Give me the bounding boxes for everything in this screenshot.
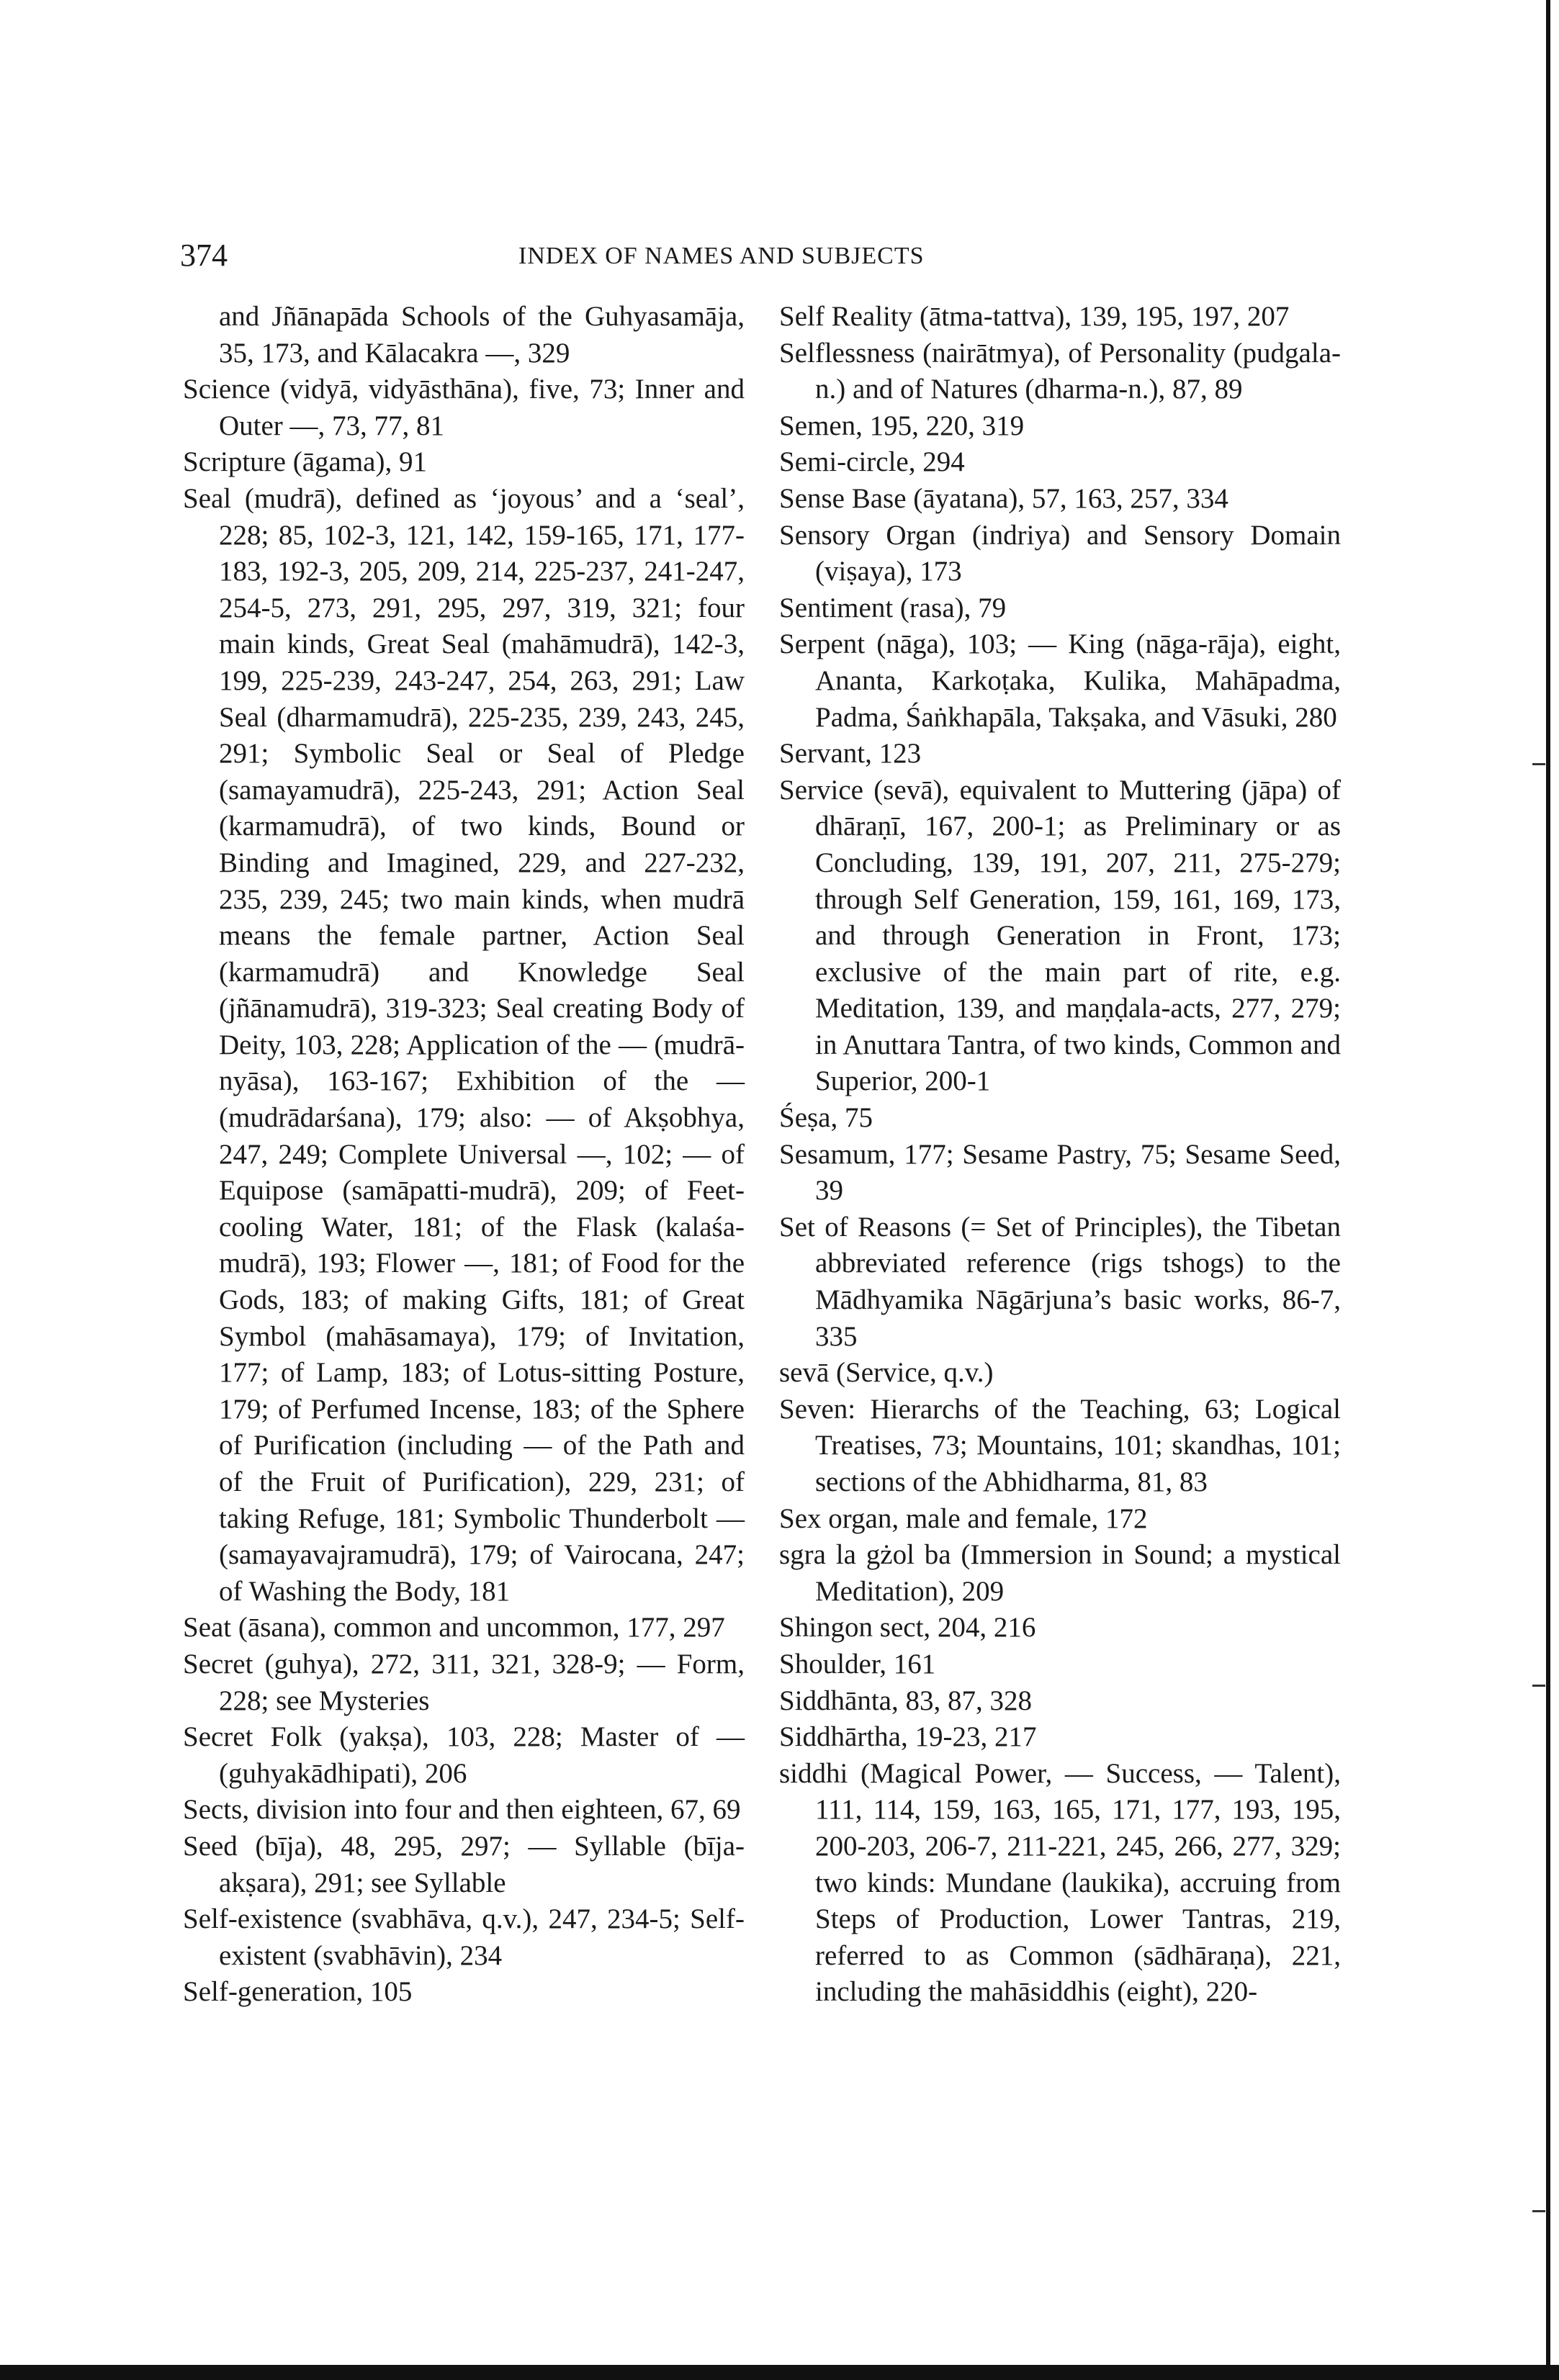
index-entry: Siddhārtha, 19-23, 217 bbox=[779, 1721, 1037, 1753]
scan-edge-tick bbox=[1532, 763, 1545, 765]
running-head: INDEX OF NAMES AND SUBJECTS bbox=[518, 243, 925, 269]
index-entry: Seed (bīja), 48, 295, 297; — Syllable (bīja-akṣara), 291; see Syllable bbox=[183, 1830, 745, 1898]
index-entry: Shoulder, 161 bbox=[779, 1648, 936, 1680]
index-entry: Sects, division into four and then eighteen, 67, 69 bbox=[183, 1794, 741, 1826]
index-entry: Service (sevā), equivalent to Muttering (jāpa) of dhāraṇī, 167, 200-1; as Preliminary or as Concluding, 139, 191, 207, 211, 275-279; through Self Generation, 159, 161, 169, 173, and through Generation in Front, 173; exclusive of the main part of rite, e.g. Meditation, 139, and maṇḍala-acts, 277, 279; in Anuttara Tantra, of two kinds, Common and Superior, 200-1 bbox=[779, 774, 1341, 1097]
index-entry: sevā (Service, q.v.) bbox=[779, 1357, 994, 1389]
index-entry: Sense Base (āyatana), 57, 163, 257, 334 bbox=[779, 482, 1228, 514]
index-entry: Scripture (āgama), 91 bbox=[183, 446, 427, 478]
index-column-right bbox=[779, 299, 1341, 2011]
scan-edge-tick bbox=[1532, 1685, 1545, 1687]
index-entry: Semi-circle, 294 bbox=[779, 446, 965, 478]
index-entry: Set of Reasons (= Set of Principles), the Tibetan abbreviated reference (rigs tshogs) to the Mādhyamika Nāgārjuna’s basic works, 86-7, 335 bbox=[779, 1211, 1341, 1352]
index-entry: Seal (mudrā), defined as ‘joyous’ and a ‘seal’, 228; 85, 102-3, 121, 142, 159-165, 171, 177-183, 192-3, 205, 209, 214, 225-237, 241-247, 254-5, 273, 291, 295, 297, 319, 321; four main kinds, Great Seal (mahāmudrā), 142-3, 199, 225-239, 243-247, 254, 263, 291; Law Seal (dharmamudrā), 225-235, 239, 243, 245, 291; Symbolic Seal or Seal of Pledge (samayamudrā), 225-243, 291; Action Seal (karmamudrā), of two kinds, Bound or Binding and Imagined, 229, and 227-232, 235, 239, 245; two main kinds, when mudrā means the female partner, Action Seal (karmamudrā) and Knowledge Seal (jñānamudrā), 319-323; Seal creating Body of Deity, 103, 228; Application of the — (mudrā-nyāsa), 163-167; Exhibition of the — (mudrādarśana), 179; also: — of Akṣobhya, 247, 249; Complete Universal —, 102; — of Equipose (samāpatti-mudrā), 209; of Feet-cooling Water, 181; of the Flask (kalaśa-mudrā), 193; Flower —, 181; of Food for the Gods, 183; of making Gifts, 181; of Great Symbol (mahāsamaya), 179; of Invitation, 177; of Lamp, 183; of Lotus-sitting Posture, 179; of Perfumed Incense, 183; of the Sphere of Purification (including — of the Path and of the Fruit of Purification), 229, 231; of taking Refuge, 181; Symbolic Thunderbolt — (samayavajramudrā), 179; of Vairocana, 247; of Washing the Body, 181 bbox=[183, 482, 745, 1607]
index-entry: Sex organ, male and female, 172 bbox=[779, 1502, 1148, 1534]
page-header bbox=[180, 234, 1311, 277]
index-entry: Sesamum, 177; Sesame Pastry, 75; Sesame Seed, 39 bbox=[779, 1138, 1341, 1207]
index-entry: Selflessness (nairātmya), of Personality (pudgala-n.) and of Natures (dharma-n.), 87, 89 bbox=[779, 337, 1341, 405]
index-entry: sgra la gżol ba (Immersion in Sound; a mystical Meditation), 209 bbox=[779, 1539, 1341, 1607]
index-entry: Self Reality (ātma-tattva), 139, 195, 197, 207 bbox=[779, 301, 1290, 332]
index-entry: siddhi (Magical Power, — Success, — Talent), 111, 114, 159, 163, 165, 171, 177, 193, 195, 200-203, 206-7, 211-221, 245, 266, 277, 329; two kinds: Mundane (laukika), accruing from Steps of Production, Lower Tantras, 219, referred to as Common (sādhāraṇa), 221, including the mahāsiddhis (eight), 220- bbox=[779, 1757, 1341, 2008]
page-number: 374 bbox=[180, 238, 228, 273]
scan-bottom-band bbox=[0, 2365, 1559, 2380]
index-entry: Science (vidyā, vidyāsthāna), five, 73; Inner and Outer —, 73, 77, 81 bbox=[183, 374, 745, 441]
index-entry: Secret Folk (yakṣa), 103, 228; Master of — (guhyakādhipati), 206 bbox=[183, 1721, 745, 1789]
index-entry: and Jñānapāda Schools of the Guhyasamāja, 35, 173, and Kālacakra —, 329 bbox=[219, 301, 745, 369]
index-entry: Siddhānta, 83, 87, 328 bbox=[779, 1685, 1032, 1716]
index-entry: Seven: Hierarchs of the Teaching, 63; Logical Treatises, 73; Mountains, 101; skandhas, 101; sections of the Abhidharma, 81, 83 bbox=[779, 1393, 1341, 1497]
index-column-left bbox=[183, 299, 745, 2011]
index-entry: Sentiment (rasa), 79 bbox=[779, 592, 1007, 623]
index-entry: Shingon sect, 204, 216 bbox=[779, 1612, 1036, 1644]
index-entry: Servant, 123 bbox=[779, 738, 922, 770]
scan-edge-tick bbox=[1532, 2210, 1545, 2212]
index-entry: Serpent (nāga), 103; — King (nāga-rāja), eight, Ananta, Karkoṭaka, Kulika, Mahāpadma, Padma, Śaṅkhapāla, Takṣaka, and Vāsuki, 280 bbox=[779, 628, 1341, 733]
index-entry: Self-existence (svabhāva, q.v.), 247, 234-5; Self-existent (svabhāvin), 234 bbox=[183, 1903, 745, 1971]
index-entry: Sensory Organ (indriya) and Sensory Domain (viṣaya), 173 bbox=[779, 519, 1341, 587]
index-entry: Semen, 195, 220, 319 bbox=[779, 410, 1025, 441]
index-entry: Secret (guhya), 272, 311, 321, 328-9; — Form, 228; see Mysteries bbox=[183, 1648, 745, 1716]
scan-edge-rule bbox=[1546, 0, 1550, 2380]
index-entry: Self-generation, 105 bbox=[183, 1976, 413, 2008]
index-entry: Śeṣa, 75 bbox=[779, 1102, 873, 1134]
index-entry: Seat (āsana), common and uncommon, 177, 297 bbox=[183, 1612, 725, 1644]
